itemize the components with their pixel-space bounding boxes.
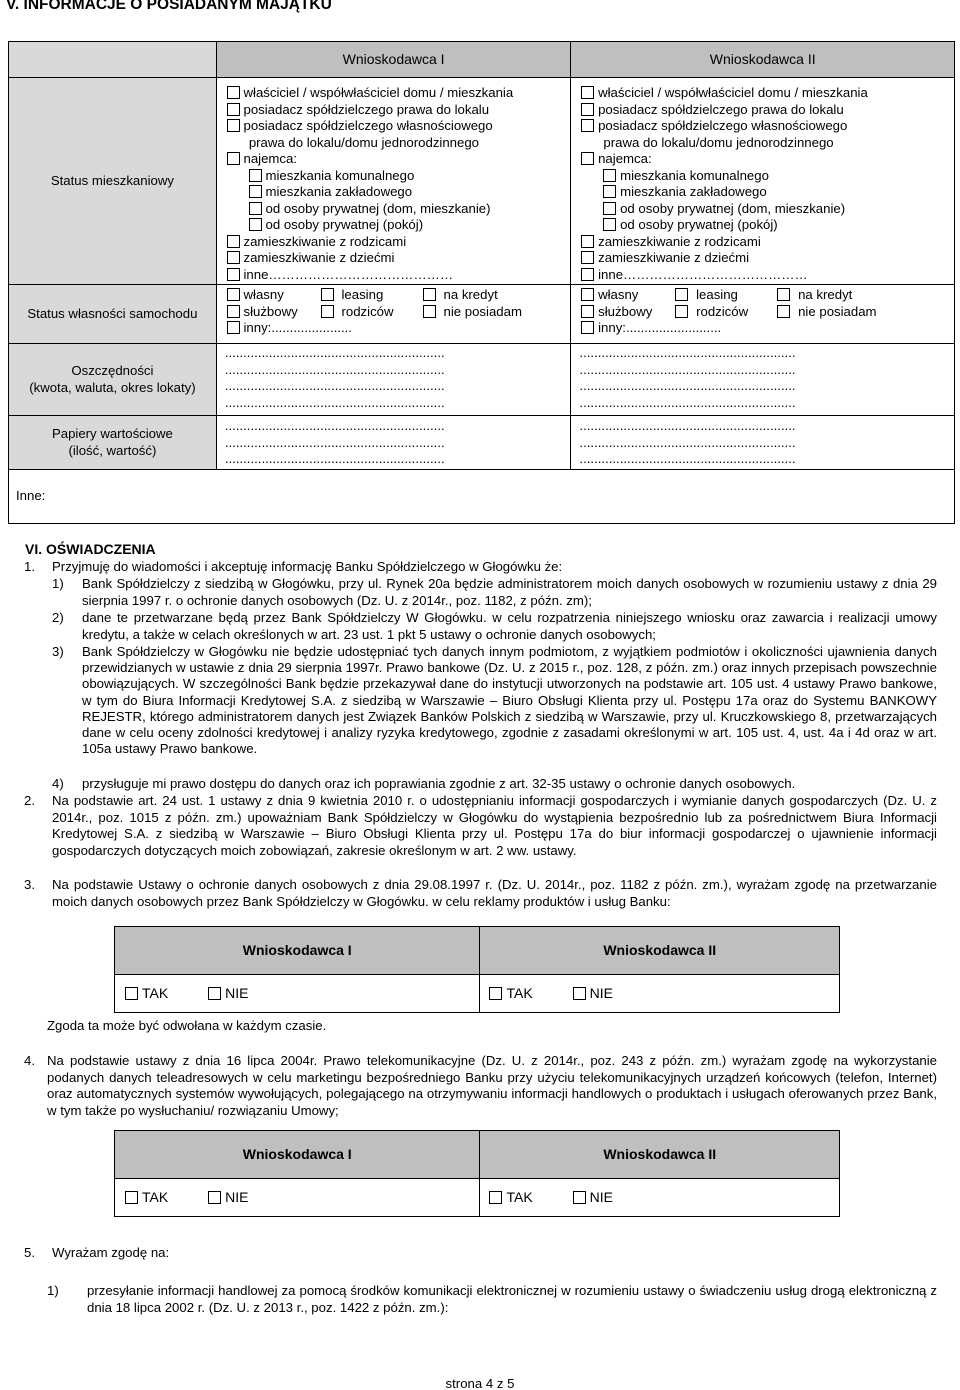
consent-choice-applicant-2 bbox=[480, 1179, 840, 1217]
statement-1-item-2: dane te przetwarzane będą przez Bank Spółdzielczy W Głogówku. w celu rozpatrzenia niniejszego wniosku oraz zawarcia i realizacji umowy kredytu, a także w celach określonych w art. 23 ust. 1 pkt 5 ustawy o ochronie danych osobowych; bbox=[82, 610, 937, 642]
housing-option-private-house[interactable]: od osoby prywatnej (dom, mieszkanie) bbox=[227, 201, 571, 218]
number: 2. bbox=[24, 793, 35, 808]
checkbox[interactable] bbox=[581, 321, 594, 334]
housing-option-private-room[interactable]: od osoby prywatnej (pokój) bbox=[227, 217, 571, 234]
housing-option-owner[interactable]: właściciel / współwłaściciel domu / mieszkania bbox=[227, 85, 571, 102]
checkbox[interactable] bbox=[581, 152, 594, 165]
consent-table-telecom bbox=[114, 1130, 840, 1217]
car-option-none[interactable]: nie posiadam bbox=[777, 304, 876, 321]
consent-note: Zgoda ta może być odwołana w każdym czasie. bbox=[47, 1018, 327, 1033]
row-label-securities: Papiery wartościowe (ilość, wartość) bbox=[9, 416, 217, 470]
car-option-company[interactable]: służbowy bbox=[581, 304, 652, 321]
number: 5. bbox=[24, 1245, 35, 1260]
row-label-housing: Status mieszkaniowy bbox=[9, 78, 217, 285]
car-option-other[interactable]: inny:.......................... bbox=[581, 320, 954, 337]
housing-applicant-1: właściciel / współwłaściciel domu / mieszkania posiadacz spółdzielczego prawa do lokalu posiadacz spółdzielczego własnościowego prawa do lokalu/domu jednorodzinnego najemca: mieszkania komunalnego mieszkania zakładowego od osoby prywatnej (dom, mieszkanie) od osoby prywatnej (pokój) zamieszkiwanie z rodzicami zamieszkiwanie z dziećmi inne…………………………………… bbox=[216, 78, 571, 285]
checkbox[interactable] bbox=[227, 268, 240, 281]
statement-1-item-3: Bank Spółdzielczy w Głogówku nie będzie udostępniać tych danych innym podmiotom, z wyjątkiem podmiotów i okoliczności ujawnienia danych przewidzianych w ustawie z dnia 29 sierpnia 1997r. Prawo bankowe (Dz. U. z 2015 r., poz. 128, z późn. zm.) oraz innych przepisach powszechnie obowiązujących. W szczególności Bank będzie przekazywał dane do instytucji utworzonych na podstawie art. 105 ust. 4 ustawy Prawo bankowe, w tym do Biura Informacji Kredytowej S.A. z siedzibą w Warszawie – Biuro Obsługi Klienta przy ul. Postępu 17a oraz do Systemu BANKOWY REJESTR, którego administratorem danych jest Związek Banków Polskich z siedzibą w Warszawie, przy ul. Kruczkowskiego 8, przetwarzających dane w celu oceny zdolności kredytowej i analizy ryzyka kredytowego, zgodnie z zasadami określonymi w art. 105 ust. 4, ust. 4a i 4d oraz w art. 105a ustawy Prawo bankowe. bbox=[82, 644, 937, 757]
consent-no[interactable]: NIE bbox=[208, 985, 248, 1002]
checkbox[interactable] bbox=[125, 987, 138, 1000]
consent-no[interactable]: NIE bbox=[573, 1189, 613, 1206]
checkbox[interactable] bbox=[125, 1191, 138, 1204]
car-option-own[interactable]: własny bbox=[581, 287, 638, 304]
checkbox[interactable] bbox=[227, 288, 240, 301]
checkbox[interactable] bbox=[321, 288, 334, 301]
checkbox[interactable] bbox=[489, 1191, 502, 1204]
checkbox[interactable] bbox=[249, 185, 262, 198]
checkbox[interactable] bbox=[227, 235, 240, 248]
consent-no[interactable]: NIE bbox=[208, 1189, 248, 1206]
housing-option-private-room[interactable]: od osoby prywatnej (pokój) bbox=[581, 217, 954, 234]
consent-yes[interactable]: TAK bbox=[489, 985, 532, 1002]
checkbox[interactable] bbox=[227, 305, 240, 318]
car-option-leasing[interactable]: leasing bbox=[675, 287, 737, 304]
consent-yes[interactable]: TAK bbox=[125, 1189, 168, 1206]
checkbox[interactable] bbox=[208, 1191, 221, 1204]
car-option-company[interactable]: służbowy bbox=[227, 304, 298, 321]
housing-applicant-2: właściciel / współwłaściciel domu / mieszkania posiadacz spółdzielczego prawa do lokalu posiadacz spółdzielczego własnościowego prawa do lokalu/domu jednorodzinnego najemca: mieszkania komunalnego mieszkania zakładowego od osoby prywatnej (dom, mieszkanie) od osoby prywatnej (pokój) zamieszkiwanie z rodzicami zamieszkiwanie z dziećmi inne…………………………………… bbox=[571, 78, 955, 285]
header-applicant-1: Wnioskodawca I bbox=[216, 42, 571, 78]
statement-5: Wyrażam zgodę na: bbox=[52, 1245, 170, 1260]
consent-header-applicant-2: Wnioskodawca II bbox=[480, 1131, 840, 1179]
car-option-none[interactable]: nie posiadam bbox=[423, 304, 522, 321]
checkbox[interactable] bbox=[777, 305, 790, 318]
housing-option-coop[interactable]: posiadacz spółdzielczego prawa do lokalu bbox=[581, 102, 954, 119]
car-applicant-1 bbox=[216, 285, 571, 344]
checkbox[interactable] bbox=[489, 987, 502, 1000]
checkbox[interactable] bbox=[573, 1191, 586, 1204]
car-applicant-2 bbox=[571, 285, 955, 344]
checkbox[interactable] bbox=[675, 288, 688, 301]
housing-option-parents[interactable]: zamieszkiwanie z rodzicami bbox=[581, 234, 954, 251]
row-label-car: Status własności samochodu bbox=[9, 285, 217, 344]
checkbox[interactable] bbox=[227, 251, 240, 264]
housing-option-other[interactable]: inne…………………………………… bbox=[581, 267, 954, 284]
checkbox[interactable] bbox=[227, 119, 240, 132]
checkbox[interactable] bbox=[581, 268, 594, 281]
checkbox[interactable] bbox=[581, 235, 594, 248]
car-option-leasing[interactable]: leasing bbox=[321, 287, 383, 304]
car-option-credit[interactable]: na kredyt bbox=[423, 287, 498, 304]
assets-table bbox=[8, 41, 955, 524]
housing-option-private-house[interactable]: od osoby prywatnej (dom, mieszkanie) bbox=[581, 201, 954, 218]
consent-choice-applicant-1 bbox=[115, 1179, 480, 1217]
savings-applicant-2[interactable]: ........................................................... ........................................................... ........................................................... ........................................................... bbox=[571, 344, 955, 416]
housing-option-coop-own[interactable]: posiadacz spółdzielczego własnościowego bbox=[581, 118, 954, 135]
car-option-parents[interactable]: rodziców bbox=[675, 304, 748, 321]
consent-header-applicant-1: Wnioskodawca I bbox=[115, 927, 480, 975]
housing-option-tenant[interactable]: najemca: bbox=[581, 151, 954, 168]
statement-4: Na podstawie ustawy z dnia 16 lipca 2004r. Prawo telekomunikacyjne (Dz. U. z 2014r., poz. 243 z późn. zm.) wyrażam zgodę na wykorzystanie podanych danych teleadresowych w celu marketingu bezpośredniego Banku przy użyciu telekomunikacyjnych urządzeń końcowych (telefon, Internet) oraz automatycznych systemów wywołujących, polegającego na otrzymywaniu informacji handlowych o produktach i usługach oferowanych przez Bank, w tym także po wysłuchaniu/ rozwiązaniu Umowy; bbox=[47, 1053, 937, 1118]
securities-applicant-1[interactable]: ............................................................ ............................................................ ............................................................ bbox=[216, 416, 571, 470]
checkbox[interactable] bbox=[603, 218, 616, 231]
housing-option-children[interactable]: zamieszkiwanie z dziećmi bbox=[227, 250, 571, 267]
statement-1-intro: Przyjmuję do wiadomości i akceptuję informację Banku Spółdzielczego w Głogówku że: bbox=[52, 559, 563, 574]
checkbox[interactable] bbox=[777, 288, 790, 301]
other-assets-row[interactable]: Inne: bbox=[9, 470, 955, 524]
checkbox[interactable] bbox=[581, 251, 594, 264]
consent-no[interactable]: NIE bbox=[573, 985, 613, 1002]
checkbox[interactable] bbox=[227, 86, 240, 99]
housing-option-other[interactable]: inne…………………………………… bbox=[227, 267, 571, 284]
car-option-other[interactable]: inny:...................... bbox=[227, 320, 571, 337]
section-5-title: V. INFORMACJE O POSIADANYM MAJĄTKU bbox=[6, 0, 332, 13]
checkbox[interactable] bbox=[423, 288, 436, 301]
checkbox[interactable] bbox=[603, 169, 616, 182]
checkbox[interactable] bbox=[581, 103, 594, 116]
header-blank bbox=[9, 42, 217, 78]
statement-1-item-4: przysługuje mi prawo dostępu do danych oraz ich poprawiania zgodnie z art. 32-35 ustawy o ochronie danych osobowych. bbox=[82, 776, 796, 791]
housing-option-municipal[interactable]: mieszkania komunalnego bbox=[581, 168, 954, 185]
checkbox[interactable] bbox=[675, 305, 688, 318]
consent-choice-applicant-2 bbox=[480, 975, 840, 1013]
section-6-title: VI. OŚWIADCZENIA bbox=[25, 541, 156, 557]
checkbox[interactable] bbox=[603, 185, 616, 198]
checkbox[interactable] bbox=[249, 169, 262, 182]
page-number: strona 4 z 5 bbox=[445, 1376, 515, 1390]
checkbox[interactable] bbox=[227, 152, 240, 165]
checkbox[interactable] bbox=[321, 305, 334, 318]
checkbox[interactable] bbox=[227, 321, 240, 334]
checkbox[interactable] bbox=[249, 218, 262, 231]
number: 1. bbox=[24, 559, 35, 574]
consent-header-applicant-2: Wnioskodawca II bbox=[480, 927, 840, 975]
savings-applicant-1[interactable]: ............................................................ ............................................................ ............................................................ ............................................................ bbox=[216, 344, 571, 416]
consent-yes[interactable]: TAK bbox=[125, 985, 168, 1002]
housing-option-tenant[interactable]: najemca: bbox=[227, 151, 571, 168]
number: 4. bbox=[24, 1053, 35, 1068]
housing-option-municipal[interactable]: mieszkania komunalnego bbox=[227, 168, 571, 185]
checkbox[interactable] bbox=[249, 202, 262, 215]
housing-option-owner[interactable]: właściciel / współwłaściciel domu / mieszkania bbox=[581, 85, 954, 102]
checkbox[interactable] bbox=[581, 119, 594, 132]
consent-table-marketing bbox=[114, 926, 840, 1013]
number: 3. bbox=[24, 877, 35, 892]
consent-choice-applicant-1 bbox=[115, 975, 480, 1013]
car-option-credit[interactable]: na kredyt bbox=[777, 287, 852, 304]
statement-3: Na podstawie Ustawy o ochronie danych osobowych z dnia 29.08.1997 r. (Dz. U. 2014r., poz. 1182 z późn. zm.), wyrażam zgodę na przetwarzanie moich danych osobowych przez Bank Spółdzielczy w Głogówku. w celu reklamy produktów i usług Banku: bbox=[52, 877, 937, 909]
checkbox[interactable] bbox=[423, 305, 436, 318]
checkbox[interactable] bbox=[581, 288, 594, 301]
statement-1-item-1: Bank Spółdzielczy z siedzibą w Głogówku, przy ul. Rynek 20a będzie administratorem moich danych osobowych w rozumieniu ustawy z dnia 29 sierpnia 1997 r. o ochronie danych osobowych (Dz. U. z 2014r., poz. 1182, z późn. zm); bbox=[82, 576, 937, 608]
housing-option-coop[interactable]: posiadacz spółdzielczego prawa do lokalu bbox=[227, 102, 571, 119]
housing-option-coop-own[interactable]: posiadacz spółdzielczego własnościowego bbox=[227, 118, 571, 135]
housing-option-company[interactable]: mieszkania zakładowego bbox=[581, 184, 954, 201]
consent-header-applicant-1: Wnioskodawca I bbox=[115, 1131, 480, 1179]
checkbox[interactable] bbox=[208, 987, 221, 1000]
statement-5-item-1: przesyłanie informacji handlowej za pomocą środków komunikacji elektronicznej w rozumieniu ustawy o świadczeniu usług drogą elektroniczną z dnia 18 lipca 2002 r. (Dz. U. z 2013 r., poz. 1422 z późn. zm.): bbox=[87, 1283, 937, 1315]
car-option-parents[interactable]: rodziców bbox=[321, 304, 394, 321]
consent-yes[interactable]: TAK bbox=[489, 1189, 532, 1206]
statement-2: Na podstawie art. 24 ust. 1 ustawy z dnia 9 kwietnia 2010 r. o udostępnianiu informacji gospodarczych i wymianie danych gospodarczych (Dz. U. z 2014r., poz. 1015 z późn. zm.) upoważniam Bank Spółdzielczy w Głogówku do wystąpienia bezpośrednio lub za pośrednictwem Biura Informacji Kredytowej S.A. z siedzibą w Warszawie – Biuro Obsługi Klienta przy ul. Postępu 17a do biur informacji gospodarczej o ujawnienie informacji gospodarczych dotyczących moich zobowiązań, zakresie określonym w art. 2 ww. ustawy. bbox=[52, 793, 937, 858]
checkbox[interactable] bbox=[581, 86, 594, 99]
checkbox[interactable] bbox=[573, 987, 586, 1000]
checkbox[interactable] bbox=[227, 103, 240, 116]
housing-option-children[interactable]: zamieszkiwanie z dziećmi bbox=[581, 250, 954, 267]
securities-applicant-2[interactable]: ........................................................... ........................................................... ........................................................... bbox=[571, 416, 955, 470]
header-applicant-2: Wnioskodawca II bbox=[571, 42, 955, 78]
car-option-own[interactable]: własny bbox=[227, 287, 284, 304]
housing-option-parents[interactable]: zamieszkiwanie z rodzicami bbox=[227, 234, 571, 251]
checkbox[interactable] bbox=[581, 305, 594, 318]
checkbox[interactable] bbox=[603, 202, 616, 215]
row-label-savings: Oszczędności (kwota, waluta, okres lokaty) bbox=[9, 344, 217, 416]
housing-option-company[interactable]: mieszkania zakładowego bbox=[227, 184, 571, 201]
